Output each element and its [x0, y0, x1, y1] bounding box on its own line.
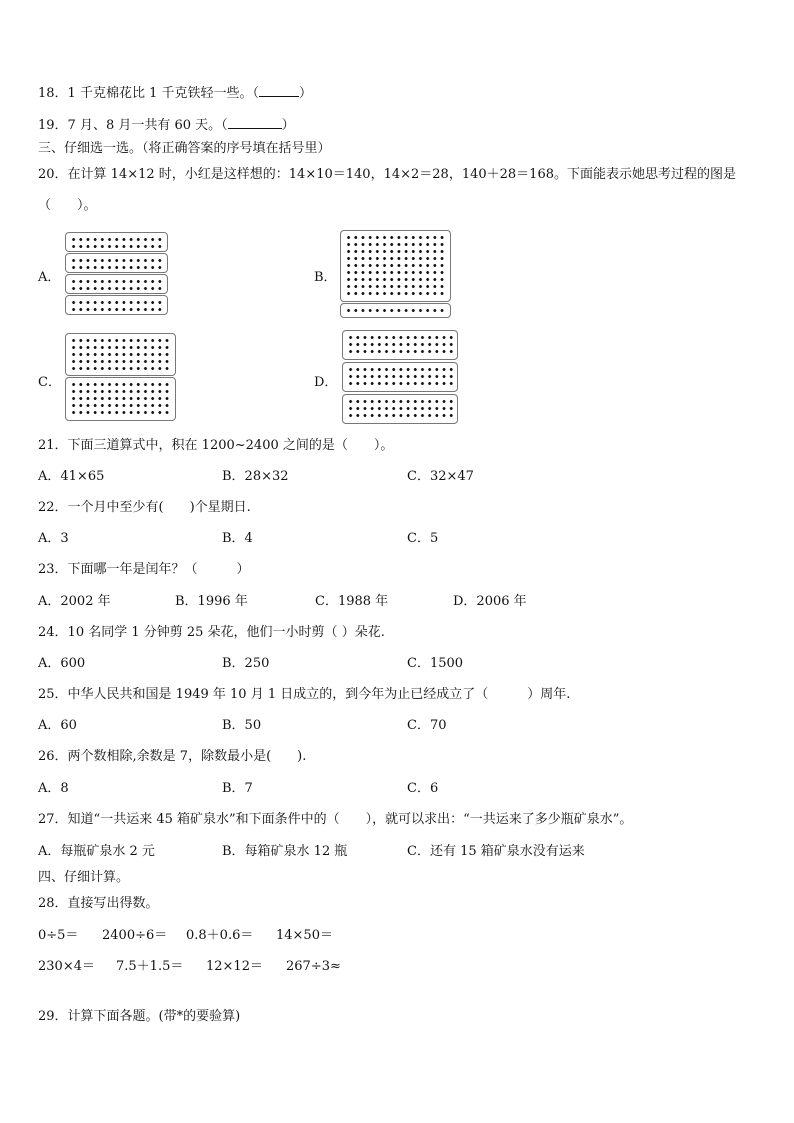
question-29-stem: 29．计算下面各题。(带*的要验算)	[38, 1009, 241, 1024]
question-26-options	[38, 781, 754, 797]
option-b[interactable]: B．4	[222, 531, 253, 546]
option-b[interactable]: B．50	[222, 718, 262, 733]
question-21-options	[38, 469, 754, 485]
question-19: 19．7 月、8 月一共有 60 天。（ ）	[38, 118, 295, 133]
question-23-options	[38, 594, 754, 610]
dot-array	[65, 253, 168, 273]
dot-array	[340, 230, 451, 302]
option-b[interactable]: B．7	[222, 781, 253, 796]
math-item: 7.5＋1.5＝	[116, 959, 184, 974]
answer-blank[interactable]	[228, 116, 282, 129]
math-item: 0.8＋0.6＝	[186, 928, 254, 943]
dot-array	[65, 274, 168, 294]
question-27-stem: 27．知道“一共运来 45 箱矿泉水”和下面条件中的（ ），就可以求出：“一共运来了多少瓶矿泉水”。	[38, 812, 633, 827]
question-19-text: 19．7 月、8 月一共有 60 天。（	[38, 118, 228, 133]
math-item: 12×12＝	[206, 959, 263, 974]
question-27-options	[38, 844, 754, 860]
answer-blank[interactable]	[259, 84, 299, 97]
dot-array	[65, 377, 176, 421]
question-25-options	[38, 718, 754, 734]
question-22-options	[38, 531, 754, 547]
option-c[interactable]: C．还有 15 箱矿泉水没有运来	[407, 844, 585, 859]
dot-array	[340, 303, 451, 318]
option-a[interactable]: A．41×65	[38, 469, 105, 484]
option-d-label: D．	[314, 375, 338, 390]
mental-math-row-1	[38, 928, 754, 944]
question-28-stem: 28．直接写出得数。	[38, 896, 159, 911]
option-c[interactable]: C．70	[407, 718, 447, 733]
option-a[interactable]: A．8	[38, 781, 69, 796]
option-a[interactable]: A．2002 年	[38, 594, 111, 609]
option-a[interactable]: A．每瓶矿泉水 2 元	[38, 844, 155, 859]
math-item: 230×4＝	[38, 959, 95, 974]
question-20-stem: 20．在计算 14×12 时，小红是这样想的：14×10＝140，14×2＝28，140＋28＝168。下面能表示她思考过程的图是	[38, 167, 736, 182]
question-24-stem: 24．10 名同学 1 分钟剪 25 朵花，他们一小时剪（ ）朵花.	[38, 625, 385, 640]
option-c[interactable]: C．1988 年	[315, 594, 389, 609]
dot-array	[65, 295, 168, 315]
question-20-paren: （ ）。	[38, 198, 97, 213]
option-d[interactable]: D．2006 年	[453, 594, 527, 609]
option-b-label: B．	[314, 270, 337, 285]
option-c[interactable]: C．32×47	[407, 469, 474, 484]
math-item: 14×50＝	[276, 928, 333, 943]
dot-array	[65, 333, 176, 376]
math-item: 267÷3≈	[286, 959, 341, 974]
option-b[interactable]: B．250	[222, 656, 270, 671]
dot-array	[342, 394, 458, 424]
dot-array	[342, 330, 458, 360]
dot-array	[342, 362, 458, 392]
option-c-label: C．	[38, 375, 61, 390]
question-26-stem: 26．两个数相除,余数是 7，除数最小是( ).	[38, 749, 307, 764]
mental-math-row-2	[38, 959, 754, 975]
option-a[interactable]: A．60	[38, 718, 77, 733]
question-21-stem: 21．下面三道算式中，积在 1200~2400 之间的是（ ）。	[38, 438, 394, 453]
option-c[interactable]: C．6	[407, 781, 439, 796]
math-item: 2400÷6＝	[102, 928, 168, 943]
question-18-text: 18．1 千克棉花比 1 千克铁轻一些。（	[38, 86, 259, 101]
question-23-stem: 23．下面哪一年是闰年？（ ）	[38, 562, 250, 577]
section-3-heading: 三、仔细选一选。（将正确答案的序号填在括号里）	[38, 141, 331, 156]
question-18: 18．1 千克棉花比 1 千克铁轻一些。（ ）	[38, 86, 312, 101]
option-c[interactable]: C．1500	[407, 656, 464, 671]
option-b[interactable]: B．1996 年	[175, 594, 248, 609]
question-24-options	[38, 656, 754, 672]
dot-array	[65, 232, 168, 252]
option-b[interactable]: B．28×32	[222, 469, 289, 484]
option-c[interactable]: C．5	[407, 531, 439, 546]
option-a[interactable]: A．3	[38, 531, 69, 546]
section-4-heading: 四、仔细计算。	[38, 870, 130, 885]
question-22-stem: 22．一个月中至少有( )个星期日.	[38, 500, 251, 515]
question-25-stem: 25．中华人民共和国是 1949 年 10 月 1 日成立的，到今年为止已经成立了（ ）周年.	[38, 687, 571, 702]
math-item: 0÷5＝	[38, 928, 79, 943]
option-b[interactable]: B．每箱矿泉水 12 瓶	[222, 844, 348, 859]
option-a[interactable]: A．600	[38, 656, 86, 671]
option-a-label: A．	[38, 270, 61, 285]
